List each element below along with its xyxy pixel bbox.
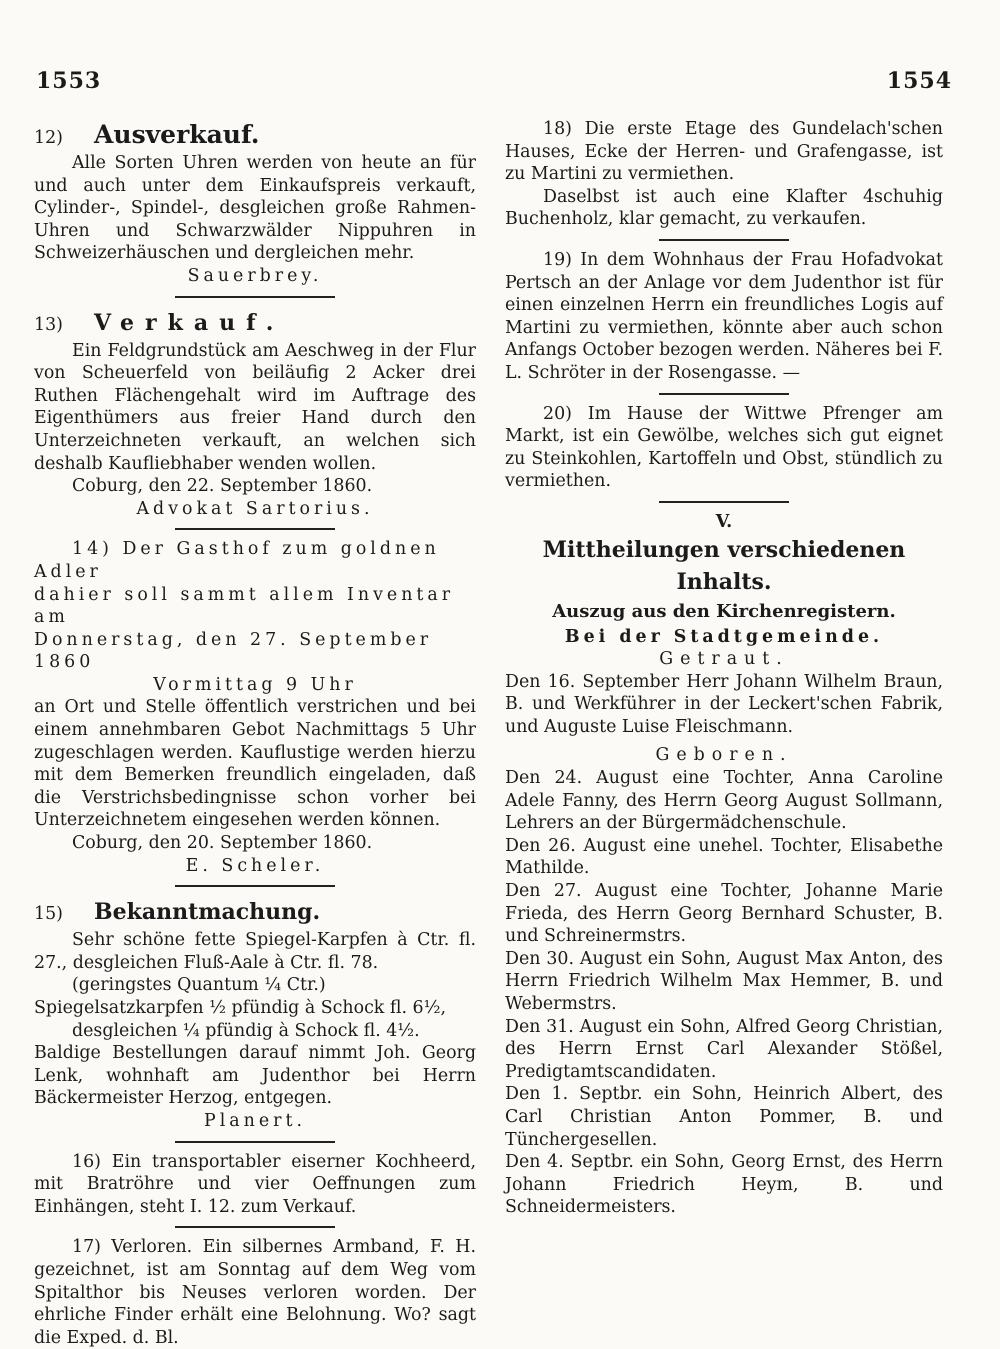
divider [175,885,335,887]
page-number-left: 1553 [36,68,102,94]
register-entry: Den 4. Septbr. ein Sohn, Georg Ernst, des Herrn Johann Friedrich Heym, B. und Schneidermeisters. [505,1152,943,1218]
notice-line: Vormittag 9 Uhr [153,674,357,695]
notice-14 [34,538,476,877]
notice-body: Baldige Bestellungen darauf nimmt Joh. Georg Lenk, wohnhaft am Judenthor bei Herrn Bäckermeister Herzog, entgegen. [34,1043,476,1109]
notice-signature: Advokat Sartorius. [136,498,374,519]
notice-line: 14) Der Gasthof zum goldnen Adler [34,539,440,582]
divider [175,1141,335,1143]
notice-12 [34,118,476,288]
born-heading: Geboren. [655,745,793,766]
divider [175,1226,335,1228]
notice-15 [34,895,476,1132]
notice-number: 12) [34,128,63,148]
notice-title: Ausverkauf. [94,120,260,149]
divider [659,393,789,395]
notice-signature: Sauerbrey. [187,265,323,286]
register-entry: Den 26. August eine unehel. Tochter, Elisabethe Mathilde. [505,835,943,879]
notice-body: an Ort und Stelle öffentlich verstrichen und bei einem annehmbaren Gebot Nachmittags 5 Uhr zugeschlagen werden. Kauflustige werden hierzu mit dem Bemerken freundlich eingeladen, daß die Verstrichsbedingnisse schon vorher bei Unterzeichnetem eingesehen werden können. [34,697,476,831]
register-entry: Den 1. Septbr. ein Sohn, Heinrich Albert, des Carl Christian Anton Pommer, B. und Tünchergesellen. [505,1084,943,1150]
left-column [34,118,476,1349]
notice-number: 13) [34,314,63,335]
notice-17: 17) Verloren. Ein silbernes Armband, F. H. gezeichnet, ist am Sonntag auf dem Weg vom Spitalthor bis Neuses verloren worden. Der ehrliche Finder erhält eine Belohnung. Wo? sagt die Exped. d. Bl. [34,1237,476,1348]
notice-19: 19) In dem Wohnhaus der Frau Hofadvokat Pertsch an der Anlage vor dem Judenthor ist für einen einzelnen Herrn ein freundliches Logis auf Martini zu vermiethen, könnte aber auch schon Anfangs October bezogen werden. Näheres bei F. L. Schröter in der Rosengasse. — [505,249,943,383]
page-number-right: 1554 [886,68,952,94]
section-number: V. [715,511,733,532]
notice-20: 20) Im Hause der Wittwe Pfrenger am Markt, ist ein Gewölbe, welches sich gut eignet zu Steinkohlen, Kartoffeln und Obst, stündlich zu vermiethen. [505,403,943,492]
notice-signature: E. Scheler. [185,855,325,876]
notice-line: dahier soll sammt allem Inventar am [34,584,455,628]
divider [659,501,789,503]
notice-line: Sehr schöne fette Spiegel-Karpfen à Ctr. fl. 27., desgleichen Fluß-Aale à Ctr. fl. 78. [34,930,476,973]
notice-line: Spiegelsatzkarpfen ½ pfündig à Schock fl. 6½, [34,998,446,1018]
register-entry: Den 24. August eine Tochter, Anna Caroline Adele Fanny, des Herrn Georg August Sollmann, Lehrers an der Bürgermädchenschule. [505,768,943,834]
divider [175,296,335,298]
register-entry: Den 30. August ein Sohn, August Max Anton, des Herrn Friedrich Wilhelm Max Hemmer, B. und Webermstrs. [505,948,943,1014]
notice-line: (geringstes Quantum ¼ Ctr.) [72,975,326,996]
parish-heading: Bei der Stadtgemeinde. [564,626,884,647]
notice-date: Coburg, den 20. September 1860. [72,833,373,854]
notice-body: Alle Sorten Uhren werden von heute an für und auch unter dem Einkaufspreis verkauft, Cylinder-, Spindel-, desgleichen große Rahmen-Uhren und Schwarzwälder Nippuhren in Schweizerhäuschen und dergleichen mehr. [34,153,476,264]
section-title: Mittheilungen verschiedenen Inhalts. [542,536,906,595]
register-entry: Den 16. September Herr Johann Wilhelm Braun, B. und Werkführer in der Leckert'schen Fabrik, und Auguste Luise Fleischmann. [505,671,943,737]
notice-13 [34,306,476,521]
notice-18: 18) Die erste Etage des Gundelach'schen Hauses, Ecke der Herren- und Grafengasse, ist zu Martini zu vermiethen. [505,119,943,185]
divider [175,528,335,530]
notice-16: 16) Ein transportabler eiserner Kochheerd, mit Bratröhre und vier Oeffnungen zum Einhängen, steht I. 12. zum Verkauf. [34,1151,476,1217]
section-subtitle: Auszug aus den Kirchenregistern. [552,600,896,622]
notice-signature: Planert. [204,1110,306,1131]
notice-line: Donnerstag, den 27. September 1860 [34,629,433,673]
notice-line: desgleichen ¼ pfündig à Schock fl. 4½. [72,1020,420,1041]
notice-date: Coburg, den 22. September 1860. [72,476,373,497]
notice-number: 15) [34,904,63,925]
divider [659,239,789,241]
register-entry: Den 27. August eine Tochter, Johanne Marie Frieda, des Herrn Georg Bernhard Schuster, B. und Schreinermstrs. [505,881,943,947]
register-entry: Den 31. August ein Sohn, Alfred Georg Christian, des Herrn Ernst Carl Alexander Stößel, Predigtamtscandidaten. [505,1016,943,1082]
right-column [505,118,943,1219]
notice-title: Verkauf. [94,309,285,336]
notice-18b: Daselbst ist auch eine Klafter 4schuhig Buchenholz, klar gemacht, zu verkaufen. [505,186,943,230]
notice-body: Ein Feldgrundstück am Aeschweg in der Flur von Scheuerfeld von beiläufig 2 Acker drei Ruthen Flächengehalt wird im Auftrage des Eigenthümers aus freier Hand durch den Unterzeichneten verkauft, an welchen sich deshalb Kaufliebhaber wenden wollen. [34,340,476,474]
married-heading: Getraut. [659,649,789,670]
notice-title: Bekanntmachung. [94,899,321,926]
